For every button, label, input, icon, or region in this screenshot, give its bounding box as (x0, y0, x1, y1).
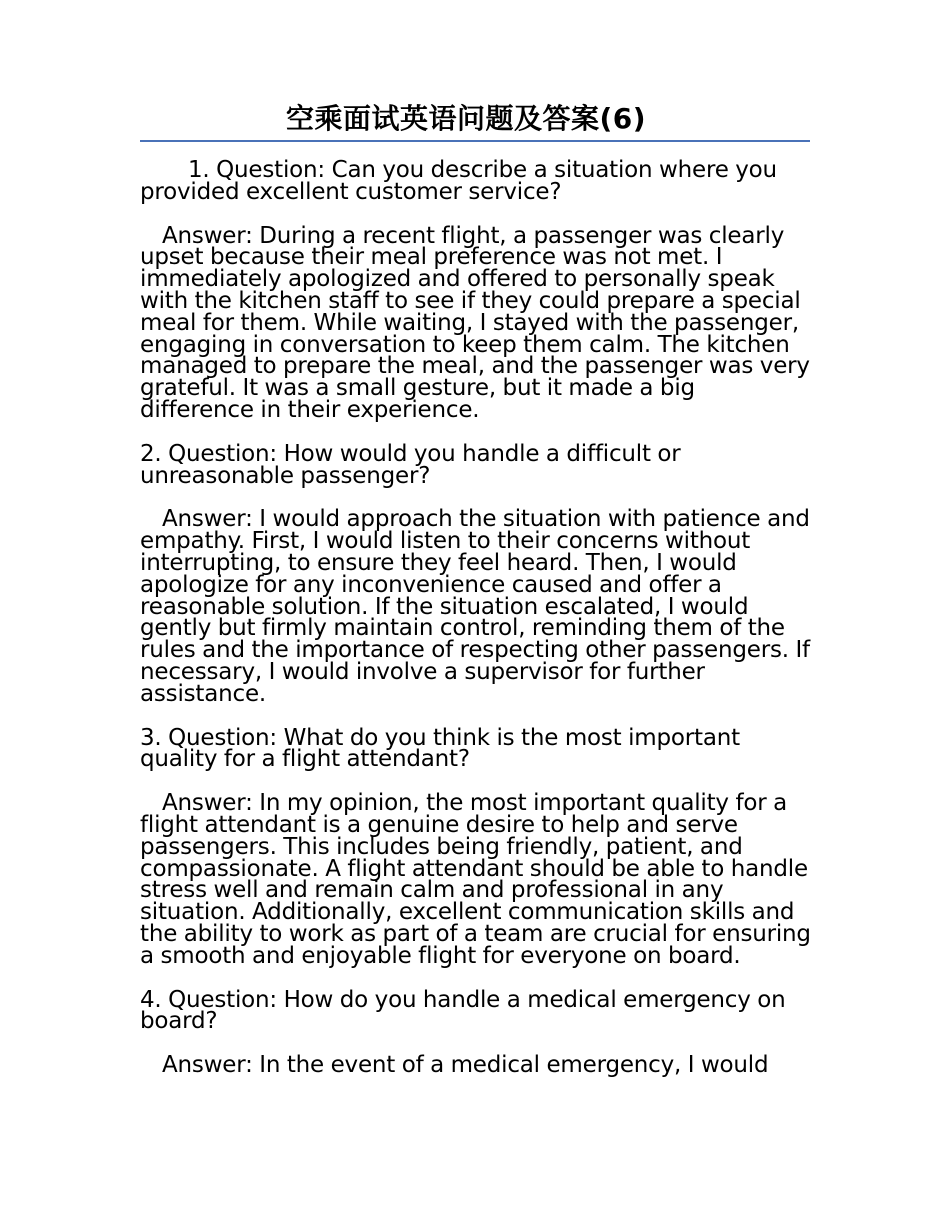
document-body (140, 157, 812, 1079)
question-2: 2. Question: How would you handle a difficult or unreasonable passenger? (140, 440, 681, 489)
page-title: 空乘面试英语问题及答案(6) (286, 102, 647, 135)
answer-3: Answer: In my opinion, the most important quality for a flight attendant is a genuine desire to help and serve passengers. This includes being friendly, patient, and compassionate. A flight attendant should be able to handle stress well and remain calm and professional in any situation. Additionally, excellent communication skills and the ability to work as part of a team are crucial for ensuring a smooth and enjoyable flight for everyone on board. (140, 790, 811, 969)
answer-4: Answer: In the event of a medical emergency, I would (162, 1052, 769, 1079)
answer-2: Answer: I would approach the situation with patience and empathy. First, I would listen to their concerns without interrupting, to ensure they feel heard. Then, I would apologize for any inconvenience caused and offer a reasonable solution. If the situation escalated, I would gently but firmly maintain control, reminding them of the rules and the importance of respecting other passengers. If necessary, I would involve a supervisor for further assistance. (140, 506, 810, 707)
question-1: 1. Question: Can you describe a situation where you provided excellent customer service? (140, 157, 777, 205)
answer-1: Answer: During a recent flight, a passenger was clearly upset because their meal preference was not met. I immediately apologized and offered to personally speak with the kitchen staff to see if they could prepare a special meal for them. While waiting, I stayed with the passenger, engaging in conversation to keep them calm. The kitchen managed to prepare the meal, and the passenger was very grateful. It was a small gesture, but it made a big difference in their experience. (140, 222, 810, 423)
question-4: 4. Question: How do you handle a medical emergency on board? (140, 986, 786, 1035)
title-underline (140, 100, 810, 142)
question-3: 3. Question: What do you think is the most important quality for a flight attendant? (140, 724, 740, 773)
